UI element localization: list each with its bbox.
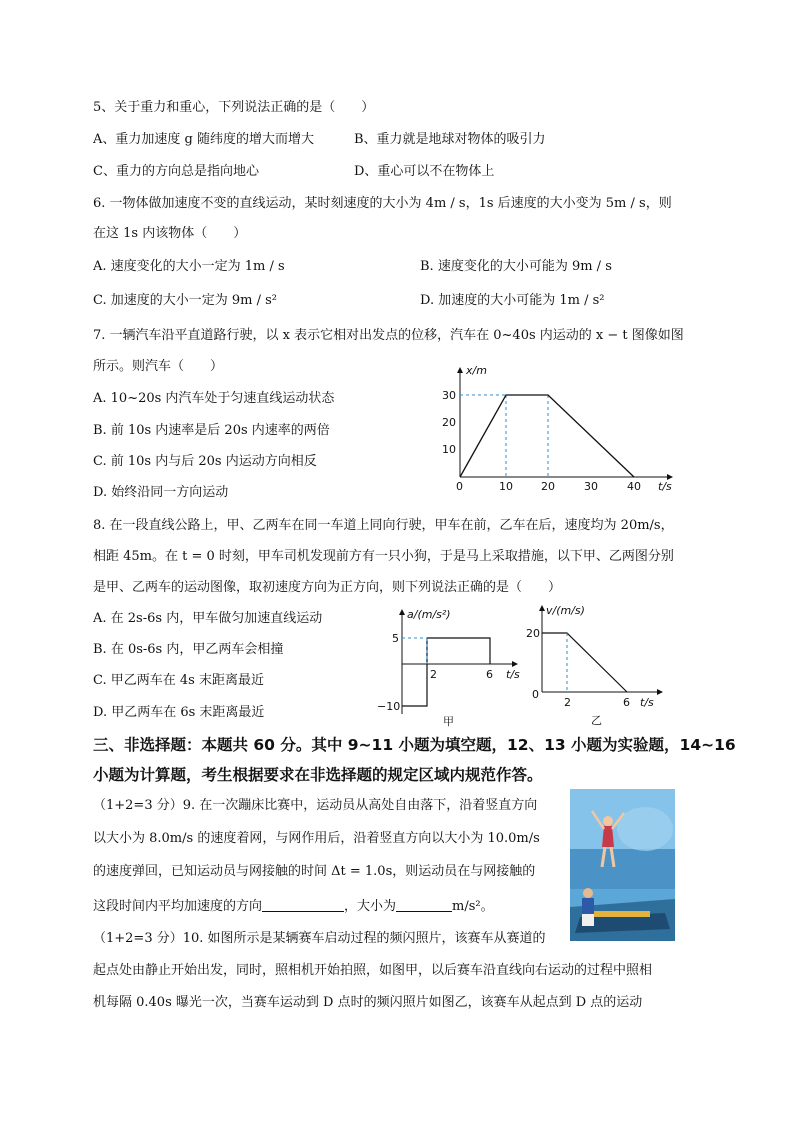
q8-jia-caption: 甲 xyxy=(443,715,454,728)
q7-xtick-0: 0 xyxy=(456,480,463,493)
section3-heading-line2: 小题为计算题，考生根据要求在非选择题的规定区域内规范作答。 xyxy=(93,766,543,784)
q7-option-b: B. 前 10s 内速率是后 20s 内速率的两倍 xyxy=(93,423,330,438)
q6-option-c: C. 加速度的大小一定为 9m / s² xyxy=(93,293,278,308)
q8-yi-y-label: v/(m/s) xyxy=(546,604,585,617)
q9-line3: 的速度弹回，已知运动员与网接触的时间 Δt = 1.0s，则运动员在与网接触的 xyxy=(93,864,536,879)
q7-ytick-30: 30 xyxy=(442,389,456,402)
q8-yi-caption: 乙 xyxy=(591,714,602,727)
q8-graph-yi xyxy=(526,602,670,728)
q8-stem-line2: 相距 45m。在 t = 0 时刻，甲车司机发现前方有一只小狗，于是马上采取措施，以下甲、乙两图分别 xyxy=(93,549,674,564)
q8-yi-tick-20: 20 xyxy=(526,627,540,640)
q7-ytick-10: 10 xyxy=(442,443,456,456)
q7-xtick-20: 20 xyxy=(541,480,555,493)
q8-option-a: A. 在 2s-6s 内，甲车做匀加速直线运动 xyxy=(93,611,323,626)
q9-line4-part2: ，大小为 xyxy=(344,899,397,914)
q7-option-a: A. 10~20s 内汽车处于匀速直线运动状态 xyxy=(93,391,335,406)
q10-line3: 机每隔 0.40s 曝光一次，当赛车运动到 D 点时的频闪照片如图乙，该赛车从起点到 D 点的运动 xyxy=(93,995,643,1010)
q6-stem-line2: 在这 1s 内该物体（ ） xyxy=(93,226,247,241)
q9-answer-blank-direction[interactable] xyxy=(262,897,344,912)
q9-answer-blank-magnitude[interactable] xyxy=(396,897,452,912)
q7-xt-graph xyxy=(440,362,690,492)
q7-option-d: D. 始终沿同一方向运动 xyxy=(93,485,229,500)
q9-line2: 以大小为 8.0m/s 的速度着网，与网作用后，沿着竖直方向以大小为 10.0m/s xyxy=(93,831,540,846)
trampoline-illustration xyxy=(570,789,675,941)
q7-stem-line2: 所示。则汽车（ ） xyxy=(93,359,224,374)
q8-option-d: D. 甲乙两车在 6s 末距离最近 xyxy=(93,705,265,720)
q10-line2: 起点处由静止开始出发，同时，照相机开始拍照，如图甲，以后赛车沿直线向右运动的过程中照相 xyxy=(93,963,653,978)
q8-yi-tick-0: 0 xyxy=(532,688,539,701)
q8-yi-tick-6: 6 xyxy=(623,696,630,709)
section3-heading-line1: 三、非选择题：本题共 60 分。其中 9~11 小题为填空题，12、13 小题为实验题，14~16 xyxy=(93,736,736,754)
q8-jia-tick-5: 5 xyxy=(392,632,399,645)
q6-option-d: D. 加速度的大小可能为 1m / s² xyxy=(420,293,605,308)
q8-stem-line3: 是甲、乙两车的运动图像，取初速度方向为正方向，则下列说法正确的是（ ） xyxy=(93,580,562,595)
q8-option-c: C. 甲乙两车在 4s 末距离最近 xyxy=(93,673,264,688)
q6-option-a: A. 速度变化的大小一定为 1m / s xyxy=(93,259,285,274)
q8-stem-line1: 8. 在一段直线公路上，甲、乙两车在同一车道上同向行驶，甲车在前，乙车在后，速度均为 20m/s， xyxy=(93,518,674,533)
q8-jia-a-pos-segment xyxy=(427,638,490,664)
q7-stem-line1: 7. 一辆汽车沿平直道路行驶，以 x 表示它相对出发点的位移，汽车在 0~40s 内运动的 x − t 图像如图 xyxy=(93,328,684,343)
q8-graph-jia xyxy=(372,606,522,728)
q7-xt-line xyxy=(460,395,634,477)
q7-xtick-10: 10 xyxy=(499,480,513,493)
q7-xtick-30: 30 xyxy=(584,480,598,493)
q9-line4 xyxy=(93,897,494,916)
q6-option-b: B. 速度变化的大小可能为 9m / s xyxy=(420,259,612,274)
q8-option-b: B. 在 0s-6s 内，甲乙两车会相撞 xyxy=(93,642,284,657)
q7-ytick-20: 20 xyxy=(442,416,456,429)
q8-jia-y-label: a/(m/s²) xyxy=(407,608,451,621)
q8-jia-tick-neg10: −10 xyxy=(377,700,401,713)
q8-yi-v-line xyxy=(542,633,627,692)
q5-option-d: D、重心可以不在物体上 xyxy=(354,164,495,179)
q10-line1: （1+2=3 分）10. 如图所示是某辆赛车启动过程的频闪照片，该赛车从赛道的 xyxy=(93,931,546,946)
q7-option-c: C. 前 10s 内与后 20s 内运动方向相反 xyxy=(93,454,317,469)
q5-option-b: B、重力就是地球对物体的吸引力 xyxy=(354,132,546,147)
q6-stem-line1: 6. 一物体做加速度不变的直线运动，某时刻速度的大小为 4m / s，1s 后速度的大小变为 5m / s，则 xyxy=(93,196,672,211)
q9-line1: （1+2=3 分）9. 在一次蹦床比赛中，运动员从高处自由落下，沿着竖直方向 xyxy=(93,798,538,813)
q7-y-axis-label: x/m xyxy=(466,364,487,377)
q9-line4-part1: 这段时间内平均加速度的方向 xyxy=(93,899,263,914)
q8-jia-tick-2: 2 xyxy=(430,668,437,681)
q5-option-a: A、重力加速度 g 随纬度的增大而增大 xyxy=(93,132,314,147)
q8-yi-tick-2: 2 xyxy=(564,696,571,709)
q9-line4-part3: m/s²。 xyxy=(452,899,494,914)
q8-jia-tick-6: 6 xyxy=(486,668,493,681)
q7-xtick-40: 40 xyxy=(627,480,641,493)
q8-jia-a-neg-segment xyxy=(402,638,427,706)
q8-jia-x-label: t/s xyxy=(506,668,520,681)
q5-stem: 5、关于重力和重心，下列说法正确的是（ ） xyxy=(93,100,375,115)
q5-option-c: C、重力的方向总是指向地心 xyxy=(93,164,259,179)
q8-yi-x-label: t/s xyxy=(640,696,654,709)
q7-x-axis-label: t/s xyxy=(658,480,672,493)
